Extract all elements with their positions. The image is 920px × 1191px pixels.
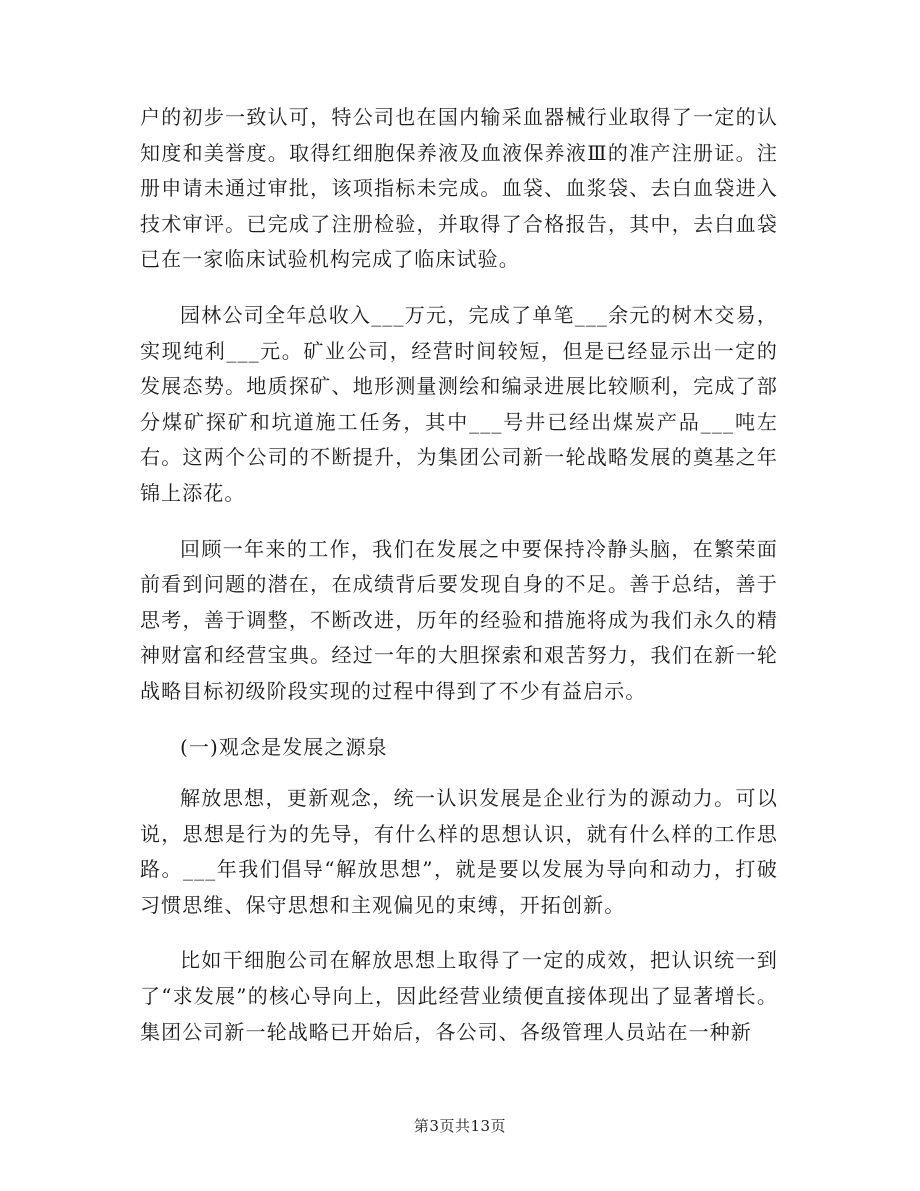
paragraph-ideas: 解放思想，更新观念，统一认识发展是企业行为的源动力。可以说，思想是行为的先导，有什么样的思想认识，就有什么样的工作思路。___年我们倡导“解放思想”，就是要以发展为导向和动力，打破习惯思维、保守思想和主观偏见的束缚，开拓创新。: [140, 786, 778, 917]
paragraph-continued: 户的初步一致认可，特公司也在国内输采血器械行业取得了一定的认知度和美誉度。取得红细胞保养液及血液保养液Ⅲ的准产注册证。注册申请未通过审批，该项指标未完成。血袋、血浆袋、去白血袋进入技术审评。已完成了注册检验，并取得了合格报告，其中，去白血袋已在一家临床试验机构完成了临床试验。: [140, 105, 778, 272]
paragraph-stem-cell: 比如干细胞公司在解放思想上取得了一定的成效，把认识统一到了“求发展”的核心导向上，因此经营业绩便直接体现出了显著增长。集团公司新一轮战略已开始后，各公司、各级管理人员站在一种新: [140, 948, 778, 1044]
document-body: [140, 100, 778, 1070]
section-heading: (一)观念是发展之源泉: [180, 734, 388, 759]
paragraph-garden-mining: 园林公司全年总收入___万元，完成了单笔___余元的树木交易，实现纯利___元。矿业公司，经营时间较短，但是已经显示出一定的发展态势。地质探矿、地形测量测绘和编录进展比较顺利，完成了部分煤矿探矿和坑道施工任务，其中___号井已经出煤炭产品___吨左右。这两个公司的不断提升，为集团公司新一轮战略发展的奠基之年锦上添花。: [140, 302, 778, 505]
paragraph-review: 回顾一年来的工作，我们在发展之中要保持冷静头脑，在繁荣面前看到问题的潜在，在成绩背后要发现自身的不足。善于总结，善于思考，善于调整，不断改进，历年的经验和措施将成为我们永久的精神财富和经营宝典。经过一年的大胆探索和艰苦努力，我们在新一轮战略目标初级阶段实现的过程中得到了不少有益启示。: [140, 536, 778, 703]
page-number-footer: 第3页共13页: [413, 1117, 507, 1135]
